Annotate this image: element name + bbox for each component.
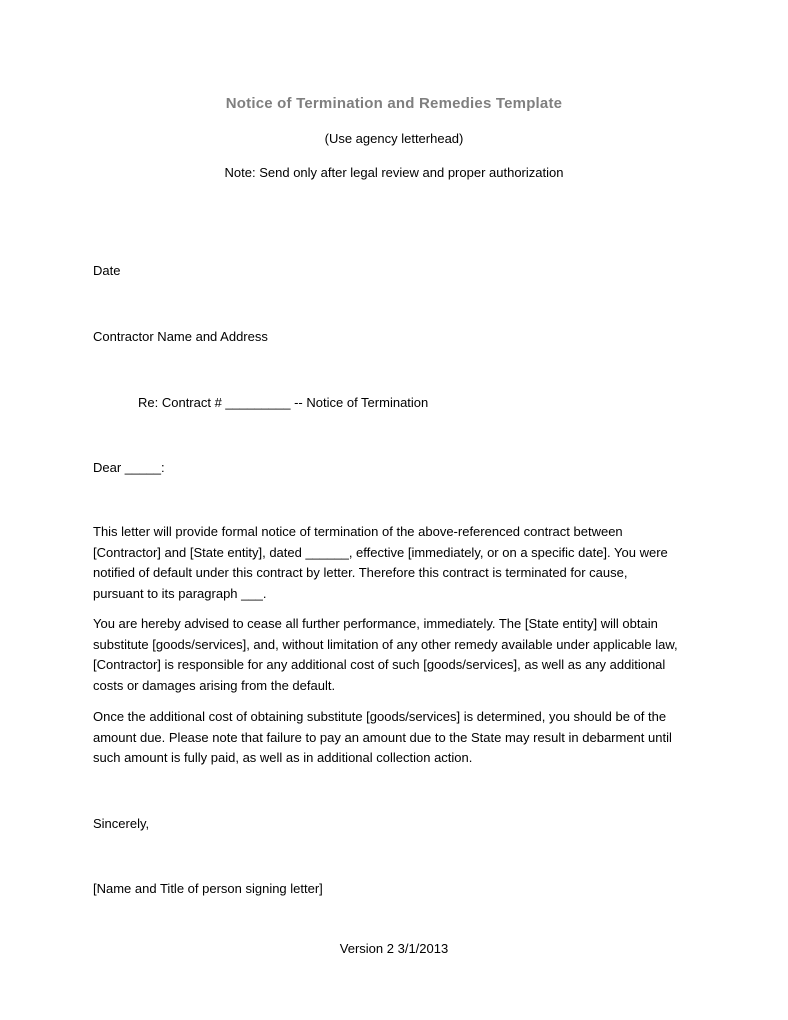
review-note: Note: Send only after legal review and proper authorization (224, 165, 564, 180)
paragraph-line: such amount is fully paid, as well as in additional collection action. (93, 750, 473, 765)
paragraph-amount-due (93, 707, 693, 769)
paragraph-cease-performance (93, 614, 693, 696)
document-title: Notice of Termination and Remedies Template (225, 95, 563, 112)
paragraph-line: [Contractor] is responsible for any additional cost of such [goods/services], as well as any additional (93, 657, 666, 672)
paragraph-termination-notice (93, 522, 693, 604)
closing: Sincerely, (93, 816, 150, 831)
paragraph-line: You are hereby advised to cease all further performance, immediately. The [State entity] will obtain (93, 616, 658, 631)
paragraph-line: Once the additional cost of obtaining substitute [goods/services] is determined, you should be of the (93, 709, 667, 724)
paragraph-line: costs or damages arising from the default. (93, 677, 336, 693)
paragraph-line: This letter will provide formal notice of termination of the above-referenced contract between (93, 524, 623, 539)
letterhead-instruction: (Use agency letterhead) (324, 131, 464, 146)
contractor-address-line: Contractor Name and Address (93, 329, 268, 344)
signer-placeholder: [Name and Title of person signing letter] (93, 881, 323, 896)
paragraph-line: pursuant to its paragraph ___. (93, 585, 267, 601)
paragraph-line: [Contractor] and [State entity], dated ______, effective [immediately, or on a specific date]. You were (93, 544, 668, 560)
version-footer: Version 2 3/1/2013 (339, 941, 449, 956)
salutation: Dear _____: (93, 460, 165, 475)
paragraph-line: substitute [goods/services], and, without limitation of any other remedy available under applicable law, (93, 636, 678, 652)
re-line: Re: Contract # _________ -- Notice of Termination (138, 395, 429, 410)
date-line: Date (93, 263, 121, 278)
paragraph-line: amount due. Please note that failure to pay an amount due to the State may result in debarment until (93, 729, 672, 745)
paragraph-line: notified of default under this contract by letter. Therefore this contract is terminated for cause, (93, 565, 628, 580)
